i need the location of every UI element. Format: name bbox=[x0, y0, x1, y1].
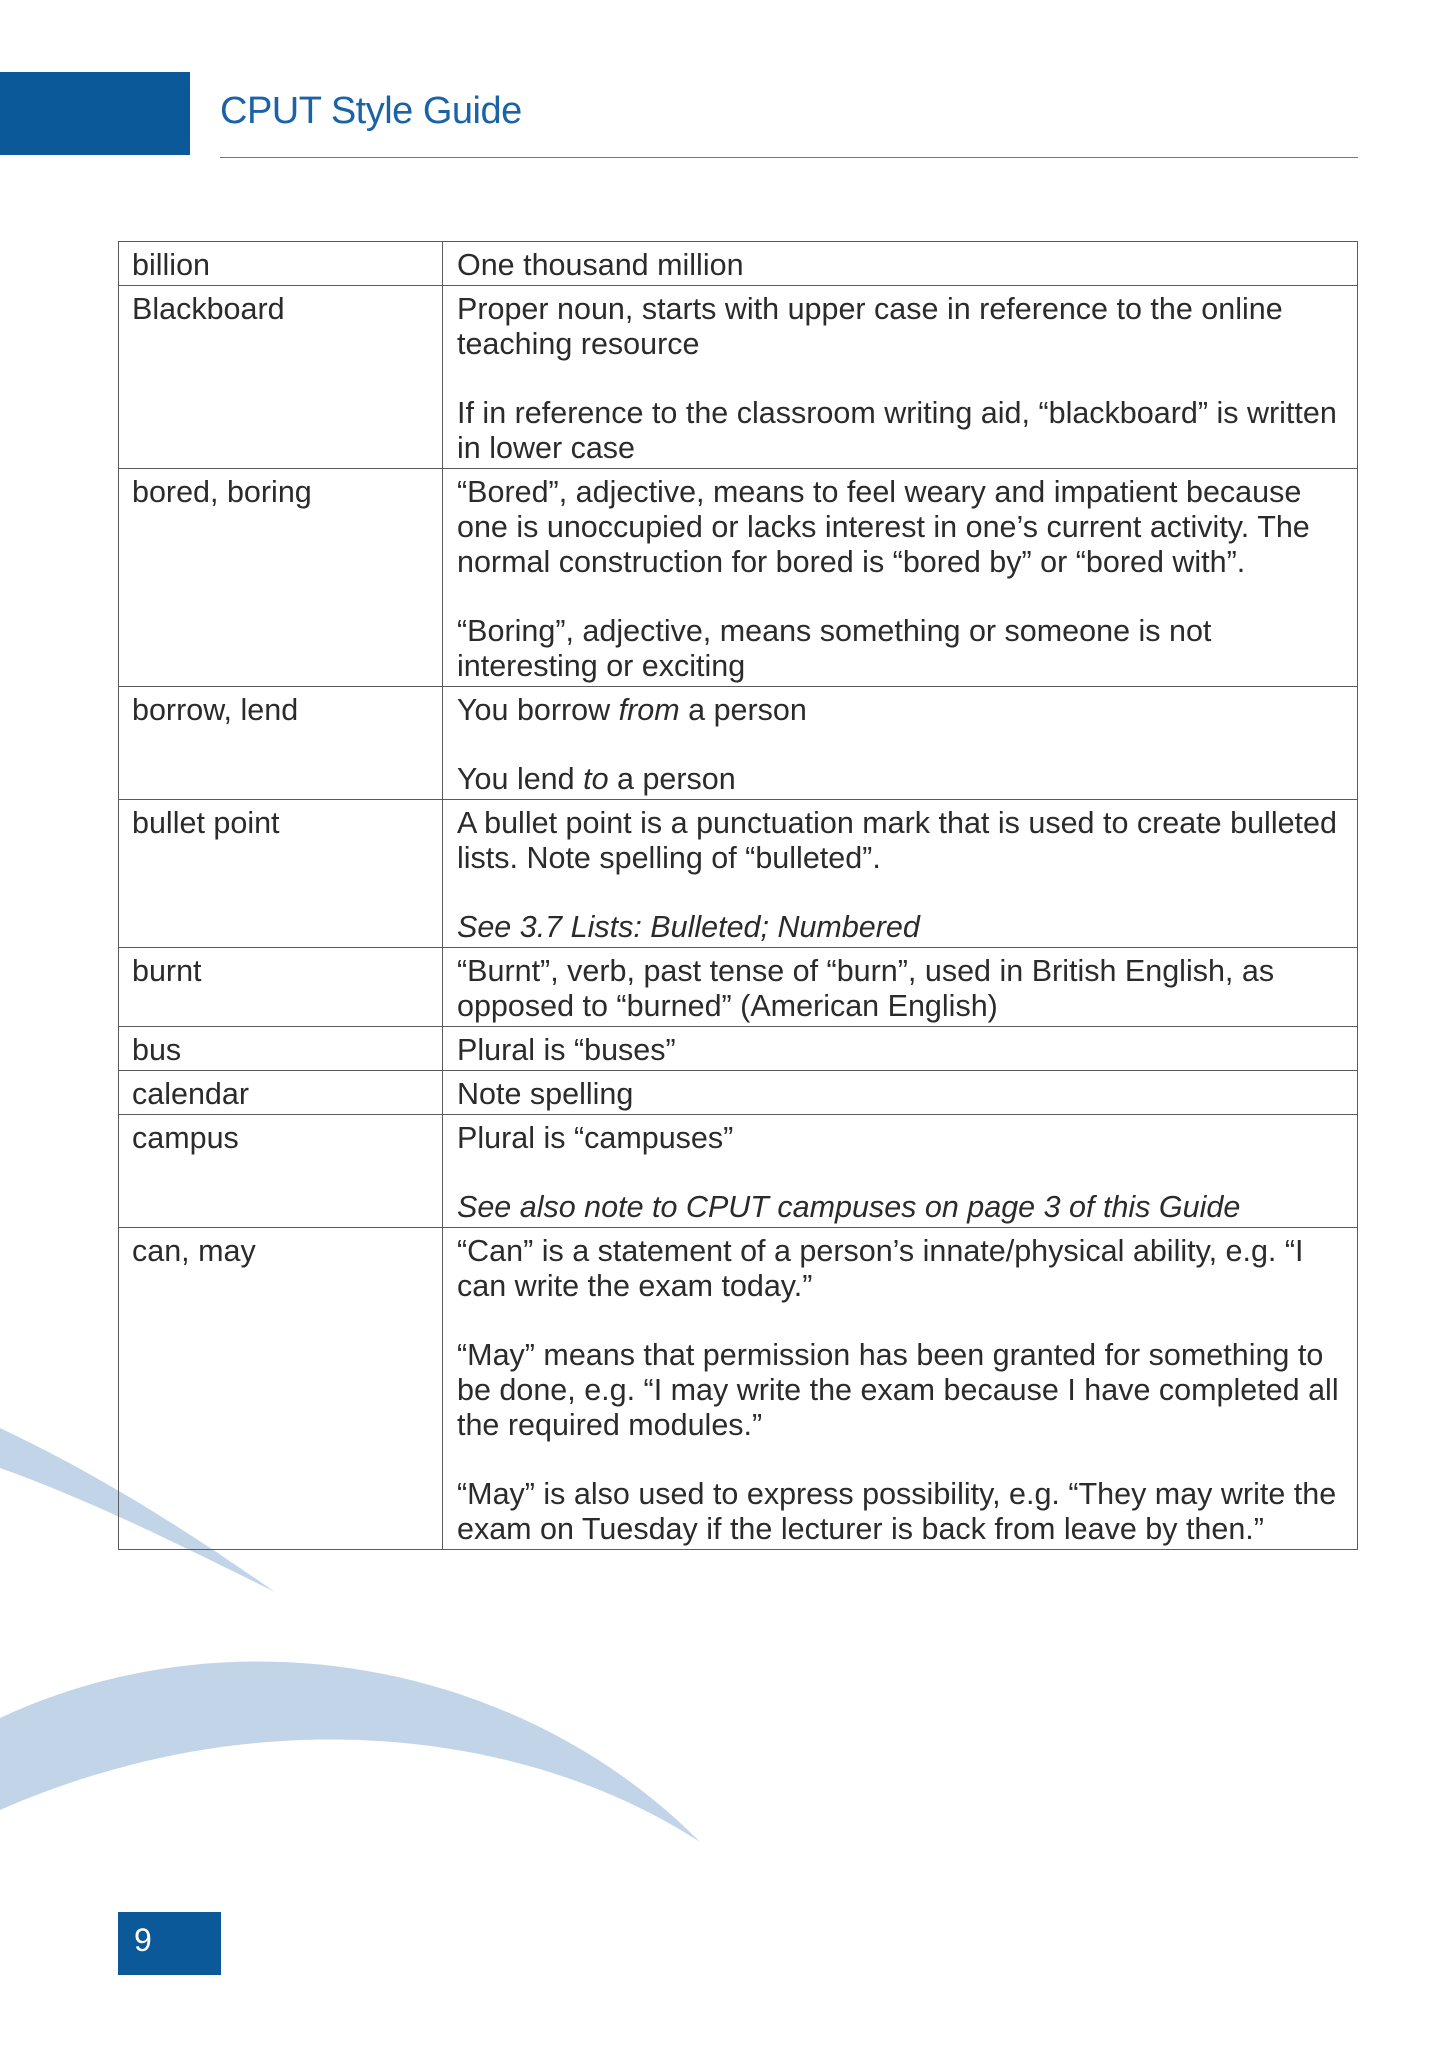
definition-paragraph bbox=[457, 954, 1345, 1024]
definition-paragraph bbox=[457, 475, 1345, 580]
term-text: burnt bbox=[132, 954, 202, 988]
term-text: bus bbox=[132, 1033, 182, 1067]
term-cell bbox=[119, 469, 443, 687]
style-guide-table-body bbox=[119, 242, 1358, 1550]
definition-cell bbox=[443, 469, 1358, 687]
definition-cell bbox=[443, 1071, 1358, 1115]
term-cell bbox=[119, 1228, 443, 1550]
table-row bbox=[119, 1115, 1358, 1228]
definition-paragraph bbox=[457, 693, 1345, 728]
term-text: Blackboard bbox=[132, 292, 285, 326]
term-cell bbox=[119, 687, 443, 800]
definition-text: Note spelling bbox=[457, 1077, 634, 1111]
definition-cell bbox=[443, 948, 1358, 1027]
table-row bbox=[119, 286, 1358, 469]
term-text: billion bbox=[132, 248, 210, 282]
definition-text: You lend bbox=[457, 762, 584, 796]
definition-emphasis: from bbox=[618, 693, 680, 727]
definition-paragraph bbox=[457, 762, 1345, 797]
definition-paragraph bbox=[457, 614, 1345, 684]
page-header-title: CPUT Style Guide bbox=[220, 90, 522, 132]
definition-text: “Bored”, adjective, means to feel weary and impatient because one is unoccupied or lacks interest in one’s current activity. The normal construction for bored is “bored by” or “bored with”. bbox=[457, 475, 1310, 579]
definition-emphasis: See 3.7 Lists: Bulleted; Numbered bbox=[457, 910, 920, 944]
definition-paragraph bbox=[457, 1190, 1345, 1225]
definition-text: a person bbox=[608, 762, 736, 796]
definition-text: One thousand million bbox=[457, 248, 744, 282]
header-accent-block bbox=[0, 72, 190, 155]
definition-paragraph bbox=[457, 1477, 1345, 1547]
term-text: can, may bbox=[132, 1234, 256, 1268]
term-cell bbox=[119, 948, 443, 1027]
definition-text: Plural is “campuses” bbox=[457, 1121, 734, 1155]
header-divider bbox=[220, 157, 1358, 158]
table-row bbox=[119, 1228, 1358, 1550]
definition-text: Plural is “buses” bbox=[457, 1033, 676, 1067]
definition-text: a person bbox=[679, 693, 807, 727]
definition-paragraph bbox=[457, 1338, 1345, 1443]
definition-paragraph bbox=[457, 1234, 1345, 1304]
definition-emphasis: See also note to CPUT campuses on page 3 of this Guide bbox=[457, 1190, 1241, 1224]
definition-paragraph bbox=[457, 1077, 1345, 1112]
definition-cell bbox=[443, 800, 1358, 948]
term-text: calendar bbox=[132, 1077, 249, 1111]
term-cell bbox=[119, 1027, 443, 1071]
table-row bbox=[119, 242, 1358, 286]
table-row bbox=[119, 687, 1358, 800]
term-cell bbox=[119, 1115, 443, 1228]
definition-text: “Can” is a statement of a person’s innate/physical ability, e.g. “I can write the exam today.” bbox=[457, 1234, 1304, 1303]
style-guide-table bbox=[118, 241, 1358, 1550]
definition-paragraph bbox=[457, 806, 1345, 876]
definition-emphasis: to bbox=[583, 762, 609, 796]
definition-cell bbox=[443, 1027, 1358, 1071]
definition-text: “May” is also used to express possibility, e.g. “They may write the exam on Tuesday if the lecturer is back from leave by then.” bbox=[457, 1477, 1337, 1546]
definition-cell bbox=[443, 1228, 1358, 1550]
definition-text: Proper noun, starts with upper case in reference to the online teaching resource bbox=[457, 292, 1283, 361]
definition-cell bbox=[443, 687, 1358, 800]
definition-text: “Burnt”, verb, past tense of “burn”, used in British English, as opposed to “burned” (American English) bbox=[457, 954, 1275, 1023]
table-row bbox=[119, 948, 1358, 1027]
table-row bbox=[119, 469, 1358, 687]
definition-paragraph bbox=[457, 292, 1345, 362]
definition-text: “Boring”, adjective, means something or someone is not interesting or exciting bbox=[457, 614, 1212, 683]
term-text: bullet point bbox=[132, 806, 280, 840]
definition-cell bbox=[443, 286, 1358, 469]
definition-paragraph bbox=[457, 1121, 1345, 1156]
term-cell bbox=[119, 800, 443, 948]
table-row bbox=[119, 1027, 1358, 1071]
definition-text: If in reference to the classroom writing aid, “blackboard” is written in lower case bbox=[457, 396, 1337, 465]
term-text: borrow, lend bbox=[132, 693, 299, 727]
table-row bbox=[119, 800, 1358, 948]
definition-cell bbox=[443, 242, 1358, 286]
term-cell bbox=[119, 1071, 443, 1115]
definition-cell bbox=[443, 1115, 1358, 1228]
definition-text: “May” means that permission has been granted for something to be done, e.g. “I may write the exam because I have completed all the required modules.” bbox=[457, 1338, 1339, 1442]
term-cell bbox=[119, 286, 443, 469]
definition-text: You borrow bbox=[457, 693, 619, 727]
page-number: 9 bbox=[134, 1922, 152, 1958]
definition-paragraph bbox=[457, 910, 1345, 945]
definition-text: A bullet point is a punctuation mark that is used to create bulleted lists. Note spelling of “bulleted”. bbox=[457, 806, 1337, 875]
definition-paragraph bbox=[457, 396, 1345, 466]
term-text: campus bbox=[132, 1121, 239, 1155]
definition-paragraph bbox=[457, 1033, 1345, 1068]
table-row bbox=[119, 1071, 1358, 1115]
term-text: bored, boring bbox=[132, 475, 312, 509]
definition-paragraph bbox=[457, 248, 1345, 283]
term-cell bbox=[119, 242, 443, 286]
